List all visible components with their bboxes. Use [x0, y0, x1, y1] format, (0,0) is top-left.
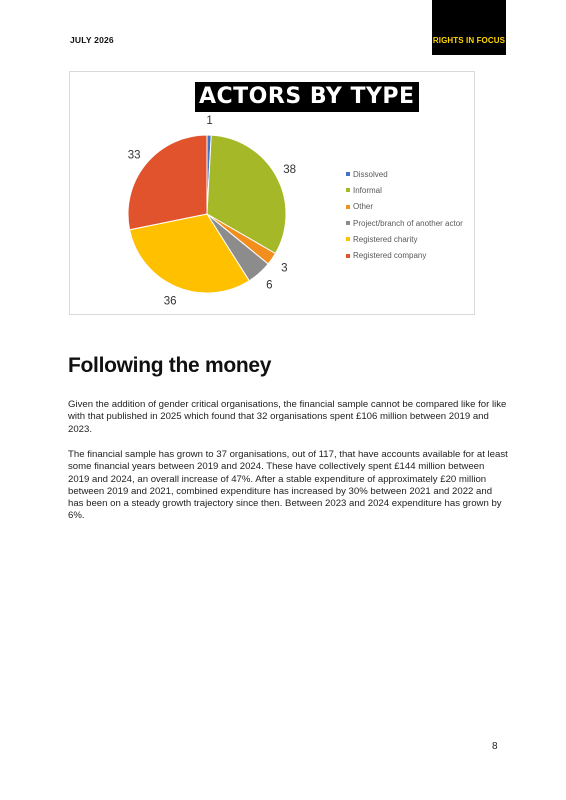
- legend-item: [346, 247, 463, 263]
- legend-label: Registered charity: [353, 234, 418, 244]
- legend-swatch: [346, 205, 350, 209]
- legend-label: Registered company: [353, 251, 427, 261]
- brand-badge: [432, 0, 506, 55]
- legend-label: Informal: [353, 185, 382, 195]
- chart-title: ACTORS BY TYPE: [195, 82, 419, 112]
- page-number: 8: [492, 741, 498, 752]
- body-paragraph: The financial sample has grown to 37 organisations, out of 117, that have accounts available for at least some financial years between 2019 and 2024. These have collectively spent £144 million between 2019 and 2024, an overall increase of 47%. After a stable expenditure of approximately £20 million between 2019 and 2021, combined expenditure has increased by 30% between 2021 and 2022 and has been on a steady growth trajectory since then. Between 2023 and 2024 expenditure has grown by 6%.: [68, 449, 508, 522]
- legend-swatch: [346, 221, 350, 225]
- pie-data-label: 33: [127, 149, 141, 162]
- legend-item: [346, 166, 463, 182]
- legend-swatch: [346, 254, 350, 258]
- pie-data-label: 1: [206, 115, 213, 128]
- legend-label: Dissolved: [353, 169, 388, 179]
- legend-swatch: [346, 188, 350, 192]
- pie-data-label: 6: [266, 279, 273, 292]
- legend-item: [346, 199, 463, 215]
- pie-data-label: 38: [283, 164, 297, 177]
- legend-item: [346, 231, 463, 247]
- chart-legend: [346, 166, 463, 264]
- legend-swatch: [346, 237, 350, 241]
- legend-swatch: [346, 172, 350, 176]
- legend-label: Project/branch of another actor: [353, 218, 463, 228]
- legend-item: [346, 182, 463, 198]
- legend-item: [346, 215, 463, 231]
- publication-date: JULY 2026: [70, 35, 114, 45]
- pie-chart: [69, 71, 475, 315]
- brand-name: RIGHTS IN FOCUS: [432, 36, 506, 45]
- body-paragraph: Given the addition of gender critical organisations, the financial sample cannot be compared like for like with that published in 2025 which found that 32 organisations spent £106 million between 2019 and 2023.: [68, 399, 507, 435]
- legend-label: Other: [353, 202, 374, 212]
- section-heading: Following the money: [68, 354, 272, 377]
- pie-data-label: 36: [163, 295, 177, 308]
- pie-data-label: 3: [281, 262, 288, 275]
